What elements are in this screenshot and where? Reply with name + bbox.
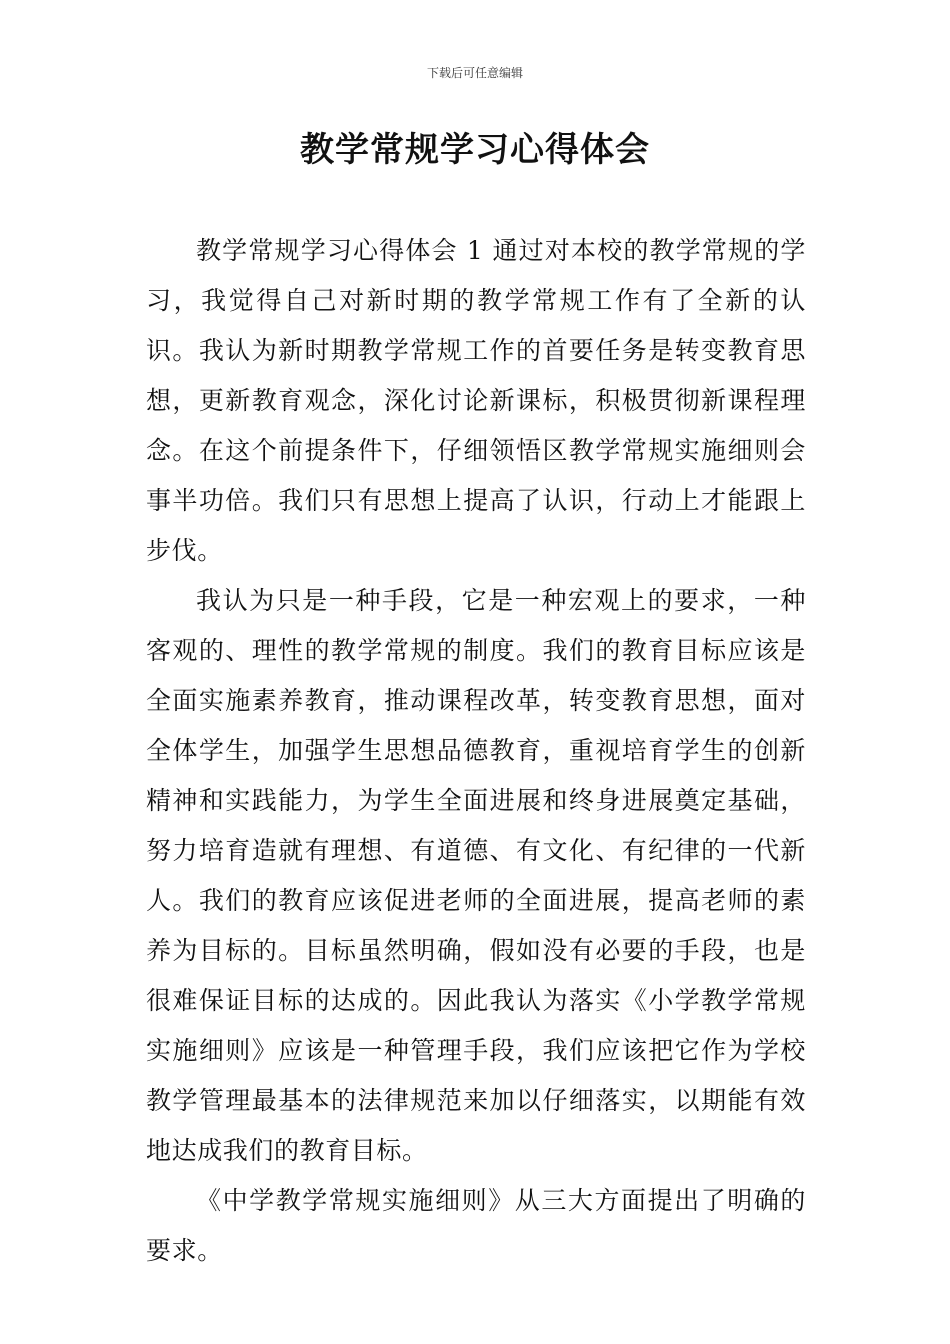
header-note: 下载后可任意编辑 xyxy=(426,66,523,80)
document-body xyxy=(146,226,806,1276)
document-title: 教学常规学习心得体会 xyxy=(300,130,650,170)
paragraph-2: 我认为只是一种手段，它是一种宏观上的要求，一种客观的、理性的教学常规的制度。我们的教育目标应该是全面实施素养教育，推动课程改革，转变教育思想，面对全体学生，加强学生思想品德教育，重视培育学生的创新精神和实践能力，为学生全面进展和终身进展奠定基础，努力培育造就有理想、有道德、有文化、有纪律的一代新人。我们的教育应该促进老师的全面进展，提高老师的素养为目标的。目标虽然明确，假如没有必要的手段，也是很难保证目标的达成的。因此我认为落实《小学教学常规实施细则》应该是一种管理手段，我们应该把它作为学校教学管理最基本的法律规范来加以仔细落实，以期能有效地达成我们的教育目标。 xyxy=(146,586,806,1165)
paragraph-1: 教学常规学习心得体会 1 通过对本校的教学常规的学习，我觉得自己对新时期的教学常规工作有了全新的认识。我认为新时期教学常规工作的首要任务是转变教育思想，更新教育观念，深化讨论新课标，积极贯彻新课程理念。在这个前提条件下，仔细领悟区教学常规实施细则会事半功倍。我们只有思想上提高了认识，行动上才能跟上步伐。 xyxy=(146,236,806,565)
paragraph-3: 《中学教学常规实施细则》从三大方面提出了明确的要求。 xyxy=(146,1186,806,1265)
